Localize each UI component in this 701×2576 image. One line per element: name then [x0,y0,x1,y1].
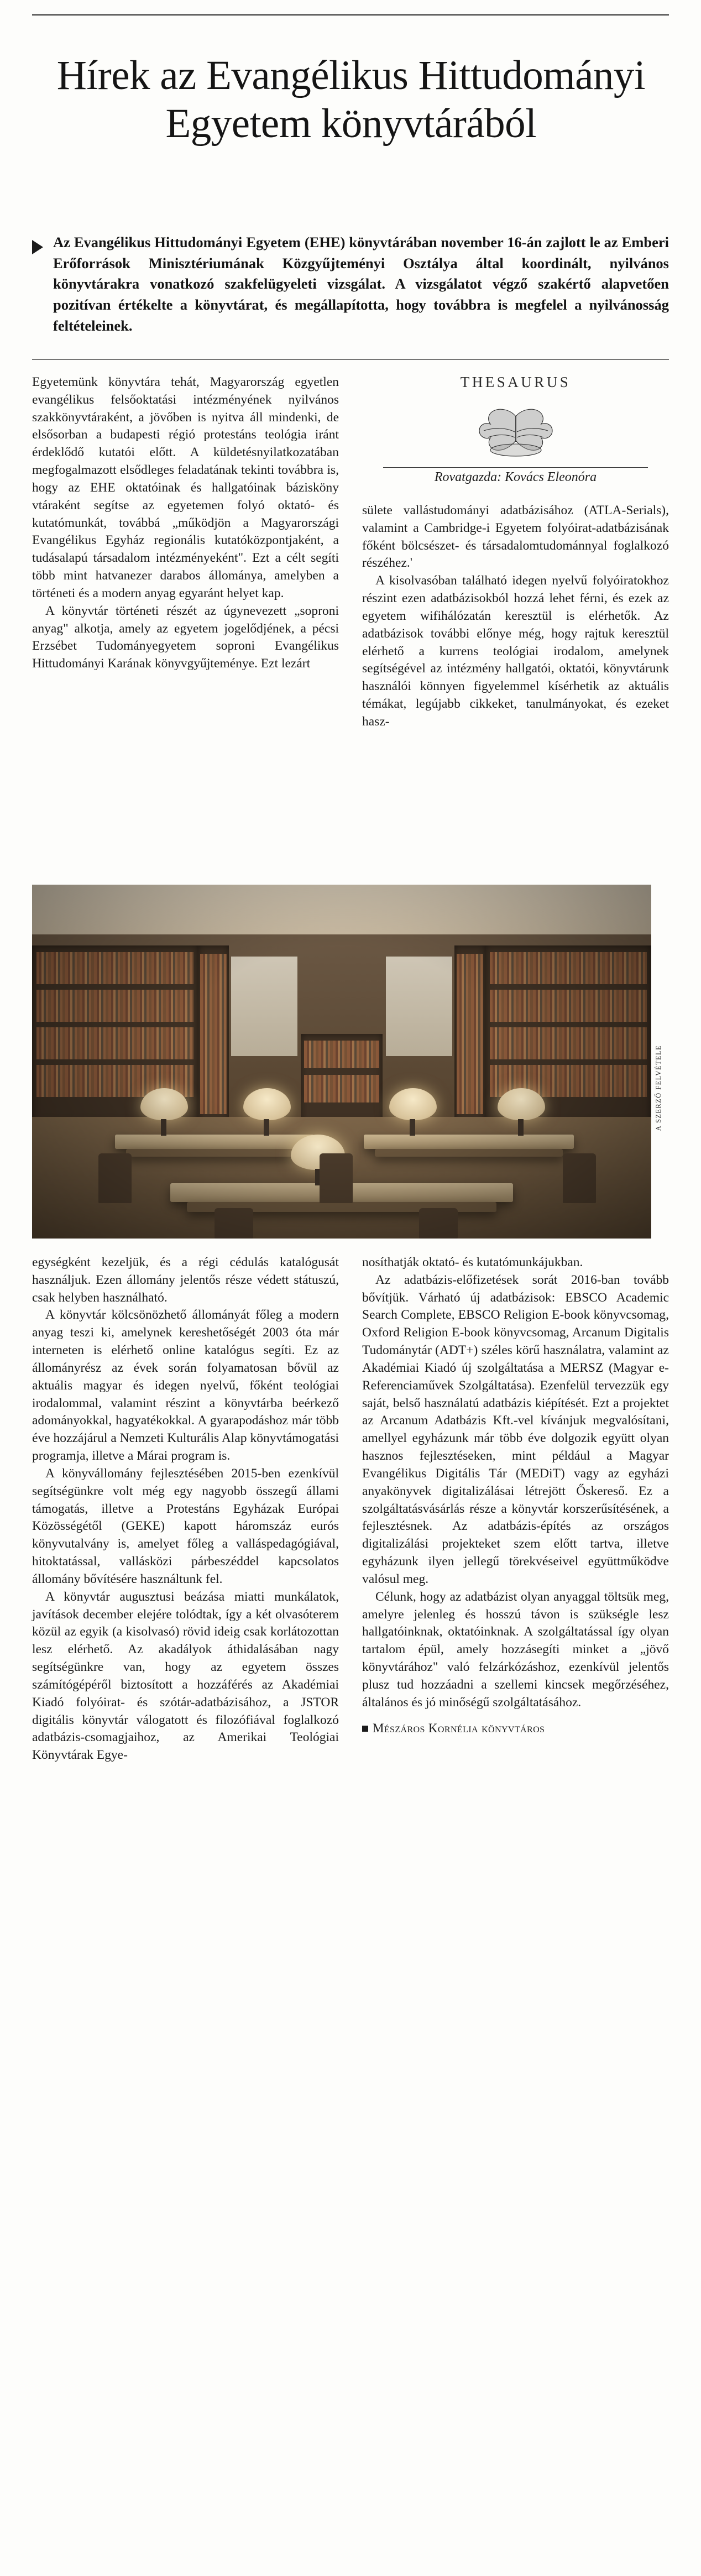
column-right-top [362,502,669,731]
paragraph: A kisolvasóban található idegen nyelvű folyóiratokhoz részint ezen adatbázisokból hozzá lehet férni, és ezek az egyetem wifihálózatán keresztül is elérhetők. Az adatbázisok további előnye még, hogy rajtuk keresztül elérhető a kurrens teológiai irodalom, amelynek segítségével az intézmény hallgatói, oktatói, könyvtárunk használói könnyen figyelemmel kísérhetik az aktuális témákat, legújabb cikkeket, tanulmányokat, és ezeket hasz- [362,573,669,729]
thesaurus-masthead [362,374,669,485]
library-reading-room-photo [32,885,651,1239]
paragraph: sülete vallástudományi adatbázisához (ATLA-Serials), valamint a Cambridge-i Egyetem folyóirat-adatbázisának főként bölcsészet- és társadalomtudománnyal foglalkozó részéhez.' [362,503,669,571]
paragraph: nosíthatják oktató- és kutatómunkájukban. [362,1255,583,1269]
top-divider [32,14,669,15]
author-signature [362,1720,669,1737]
upper-columns [32,374,669,871]
author-signature-text: Mészáros Kornélia könyvtáros [373,1721,545,1735]
paragraph: Egyetemünk könyvtára tehát, Magyarország egyetlen evangélikus felsőoktatási intézményének nyilvános szakkönyvtáraként, a jövőben is nyitva áll mindenki, de elsősorban a budapesti régió protestáns teológia iránt érdeklődő kutatói előtt. A küldetésnyilatkozatában megfogalmazott elsődleges feladatának tekinti továbbra is, hogy az EHE oktatóinak és hallgatóinak bázisköny vtáraként segítse az egyetemen folyó oktató- és kutatómunkát, továbbá „működjön a Magyarországi Evangélikus Egyház regionális kutatóközpontjaként, a tudásalapú társadalom intézményeként". Ezt a célt segíti több mint hatvanezer darabos állománya, amelyben a történeti és a modern anyag egyaránt helyet kap. [32,375,339,600]
lead-divider [32,359,669,360]
paragraph: A könyvtár történeti részét az úgynevezett „soproni anyag" alkotja, amely az egyetem jogelődjének, a pécsi Erzsébet Tudományegyetem soproni Evangélikus Hittudományi Karának könyvgyűjteménye. Ezt lezárt [32,603,339,671]
article-photo-block [32,885,669,1239]
column-right-bottom [362,1254,669,1737]
paragraph: egységként kezeljük, és a régi cédulás katalógusát használjuk. Ezen állomány jelentős része védett státuszú, csak helyben használható. [32,1255,339,1305]
paragraph: Az adatbázis-előfizetések sorát 2016-ban tovább bővítjük. Várható új adatbázisok: EBSCO Academic Search Complete, EBSCO Religion E-book könyvcsomag, Oxford Religion E-book könyvcsomag, Arcanum Digitalis Tudománytár (ADT+) széles körű használatra, valamint az Akadémiai Kiadó új szolgáltatása a MERSZ (Magyar e-Referenciaművek Szolgáltatása). Ezenfelül tervezzük egy saját, belső használatú adatbázis kiépítését. Ezt a projektet az Arcanum Adatbázis Kft.-vel kívánjuk megvalósítani, amellyel egyházunk már több éve dolgozik együtt olyan hasznos fejlesztéseken, mint például a Magyar Evangélikus Digitális Tár (MEDiT) vagy az egyházi anyakönyvek digitalizálásai létrejött Őskereső. Ez a szolgáltatásvásárlás része a könyvtár korszerűsítésének, a fejlesztésnek. Az adatbázis-építés az országos digitalizálási projekteket szem előtt tartva, illetve egyházunk ilyen jellegű törekvéseivel együttműködve valósul meg. [362,1272,669,1586]
paragraph: A könyvtár augusztusi beázása miatti munkálatok, javítások december elejére tolódtak, így a két olvasóterem közül az egyik (a kisolvasó) rövid ideig csak korlátozottan lesz elérhető. Az akadályok áthidalásában nagy segítségünkre van, hogy az egyetem összes számítógépéről biztosított a hozzáférés az Akadémiai Kiadó folyóirat- és szótár-adatbázisához, a JSTOR digitális könyvtár válogatott és filozófiával foglalkozó adatbázis-csomagjaihoz, az Amerikai Teológiai Könyvtárak Egye- [32,1589,339,1763]
thesaurus-title: THESAURUS [460,374,571,390]
paragraph: A könyvtár kölcsönözhető állományát főleg a modern anyag teszi ki, amelynek kereshetőségét 2003 óta már interneten is elérhető online katalógus segíti. Ez az állományrész az évek során folyamatosan bővül az aktuális magyar és idegen nyelvű, főként teológiai irodalommal, valamint részint a könyvtárba beérkező adományokkal, hagyatékokkal. A gyarapodáshoz már több éve hozzájárul a Nemzeti Kulturális Alap könyvtámogatási programja, illetve a Márai program is. [32,1308,339,1464]
open-book-ornament-icon [472,398,560,463]
page-title: Hírek az Evangélikus Hittudományi Egyetem könyvtárából [56,53,646,147]
triangle-bullet-icon [32,240,43,254]
lead-paragraph: Az Evangélikus Hittudományi Egyetem (EHE) könyvtárában november 16-án zajlott le az Emberi Erőforrások Minisztériumának Közgyűjteményi Osztálya által koordinált, nyilvános könyvtárakra vonatkozó szakfelügyeleti vizsgálat. A vizsgálatot végző szakértő alapvetően pozitívan értékelte a könyvtárat, és megállapította, hogy továbbra is megfelel a nyilvánosság feltételeinek. [53,234,669,334]
photo-credit: A SZERZŐ FELVÉTELE [655,1045,662,1131]
thesaurus-byline: Rovatgazda: Kovács Eleonóra [383,467,648,485]
paragraph: A könyvállomány fejlesztésében 2015-ben ezenkívül segítségünkre volt még egy nagyobb összegű állami támogatás, illetve a Protestáns Egyházak Európai Közösségétől (GEKE) kapott háromszáz eurós könyvutalvány is, amelyet főleg a valláspedagógiával, hitoktatással, vallásközi párbeszéddel kapcsolatos állomány bővítésére használtunk fel. [32,1466,339,1586]
paragraph: Célunk, hogy az adatbázist olyan anyaggal töltsük meg, amelyre jelenleg és hosszú távon is szükségle lesz hallgatóinknak, oktatóinknak. A szolgáltatással így olyan tartalom épül, amely hozzásegíti minket a „jövő könyvtárához" való felzárkózáshoz, ezenkívül jelentős plusz tud hozzáadni a szellemi kincsek megőrzéséhez, általános és jó minőségű szolgáltatásához. [362,1589,669,1710]
column-left-bottom [32,1254,339,1764]
lead-paragraph-block [32,232,669,336]
column-left-top [32,374,339,673]
square-bullet-icon [362,1726,368,1732]
